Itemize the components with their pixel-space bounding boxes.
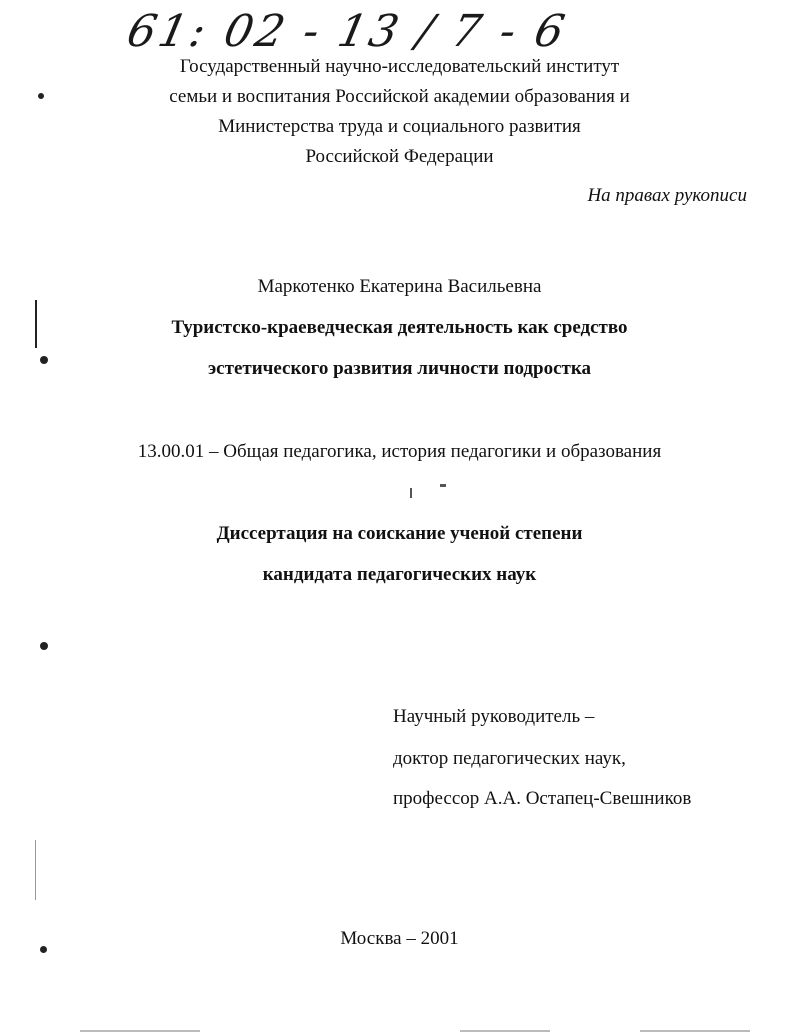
degree-line-2: кандидата педагогических наук — [262, 564, 537, 585]
degree-line-1: Диссертация на соискание ученой степени — [216, 523, 583, 544]
institution-line-3: Министерства труда и социального развития — [218, 116, 581, 137]
supervisor-line-3: профессор А.А. Остапец-Свешников — [393, 788, 692, 809]
author-name: Маркотенко Екатерина Васильевна — [257, 276, 542, 297]
institution-line-2: семьи и воспитания Российской академии образования и — [169, 86, 630, 107]
institution-line-4: Российской Федерации — [305, 146, 494, 167]
scan-bottom-edge — [80, 1030, 200, 1032]
scan-speck — [440, 484, 446, 487]
supervisor-line-2: доктор педагогических наук, — [393, 748, 626, 769]
place-year: Москва – 2001 — [340, 928, 459, 949]
dissertation-title-line-1: Туристско-краеведческая деятельность как средство — [171, 317, 628, 338]
scan-dot — [40, 642, 48, 650]
scan-margin-line — [35, 840, 36, 900]
specialty-code: 13.00.01 – Общая педагогика, история педагогики и образования — [137, 441, 662, 462]
scan-speck — [410, 488, 412, 498]
handwritten-archive-code: 61: 02 - 13 / 7 - 6 — [122, 6, 572, 57]
scan-bottom-edge — [640, 1030, 750, 1032]
dissertation-title-line-2: эстетического развития личности подростка — [207, 358, 592, 379]
scan-bottom-edge — [460, 1030, 550, 1032]
institution-line-1: Государственный научно-исследовательский институт — [179, 56, 620, 77]
supervisor-line-1: Научный руководитель – — [393, 706, 595, 727]
manuscript-rights-note: На правах рукописи — [587, 185, 747, 206]
